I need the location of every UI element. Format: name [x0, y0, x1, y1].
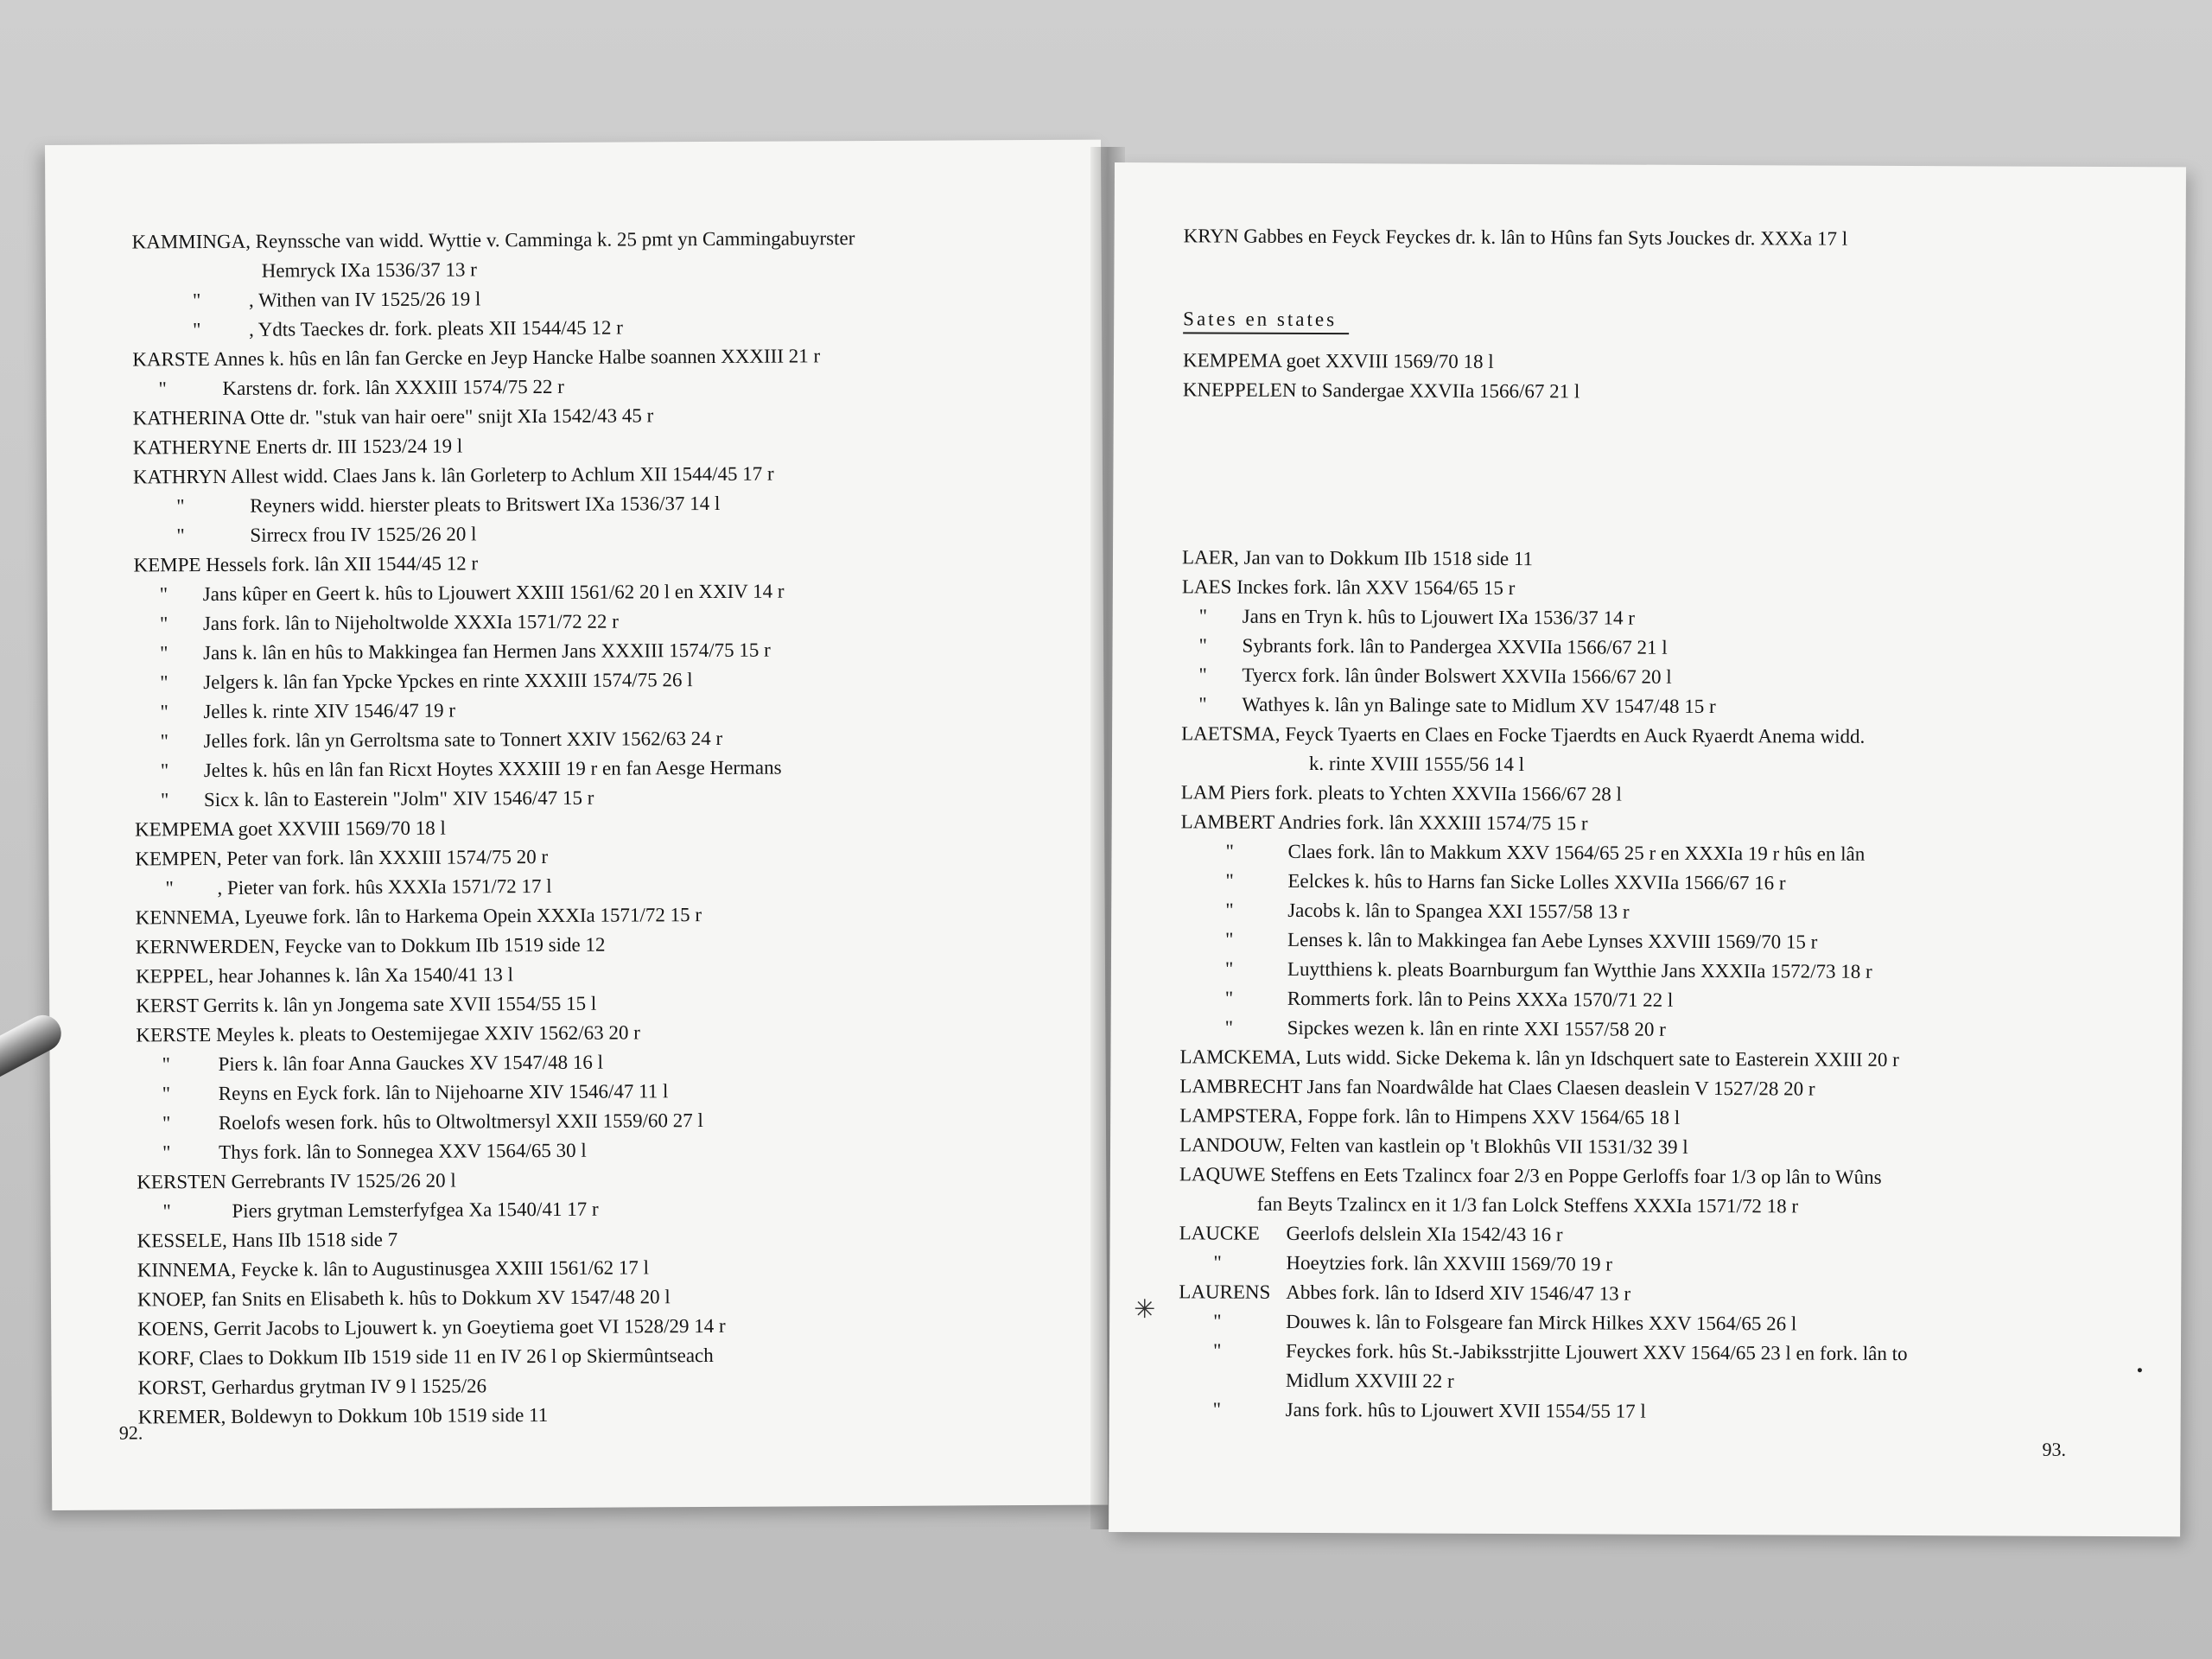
entry-line: LAMBRECHT Jans fan Noardwâlde hat Claes Claesen deaslein V 1527/28 20 r: [1179, 1075, 1815, 1100]
entry-line: LAURENS Abbes fork. lân to Idserd XIV 1546/47 13 r: [1179, 1281, 1631, 1305]
entry-line: " , Ydts Taeckes dr. fork. pleats XII 1544/45 12 r: [193, 316, 623, 341]
entry-line: KATHERYNE Enerts dr. III 1523/24 19 l: [132, 435, 463, 459]
left-entries: [132, 223, 1080, 1433]
entry-line: " Karstens dr. fork. lân XXXIII 1574/75 22 r: [158, 375, 564, 400]
entry-line: " Piers grytman Lemsterfyfgea Xa 1540/41 17 r: [162, 1198, 599, 1223]
entry-line: LAMCKEMA, Luts widd. Sicke Dekema k. lân yn Idschquert sate to Easterein XXIII 20 r: [1179, 1046, 1899, 1071]
entry-line: KATHERINA Otte dr. "stuk van hair oere" snijt XIa 1542/43 45 r: [132, 404, 654, 429]
entry-line: LAER, Jan van to Dokkum IIb 1518 side 11: [1181, 546, 1534, 570]
entry-line: " Reyns en Eyck fork. lân to Nijehoarne XIV 1546/47 11 l: [162, 1080, 669, 1105]
entry-line: KEMPEN, Peter van fork. lân XXXIII 1574/75 20 r: [135, 845, 549, 870]
entry-line: " Sicx k. lân to Easterein "Jolm" XIV 1546/47 15 r: [160, 786, 594, 811]
ink-dot-icon: [2138, 1368, 2142, 1372]
entry-line: LAETSMA, Feyck Tyaerts en Claes en Focke Tjaerdts en Auck Ryaerdt Anema widd.: [1181, 722, 1866, 747]
entry-line: LANDOUW, Felten van kastlein op 't Blokhûs VII 1531/32 39 l: [1179, 1134, 1688, 1158]
left-page: [45, 140, 1108, 1510]
page-number-left: 92.: [118, 1421, 143, 1444]
entry-line: KAMMINGA, Reynssche van widd. Wyttie v. Camminga k. 25 pmt yn Cammingabuyrster: [131, 227, 855, 253]
entry-line: " Sirrecx frou IV 1525/26 20 l: [176, 523, 477, 547]
entry-line: " Douwes k. lân to Folsgeare fan Mirck Hilkes XXV 1564/65 26 l: [1213, 1310, 1797, 1335]
entry-line: KERST Gerrits k. lân yn Jongema sate XVII 1554/55 15 l: [136, 992, 597, 1017]
entry-line: KEMPE Hessels fork. lân XII 1544/45 12 r: [133, 552, 479, 576]
entry-line: " Claes fork. lân to Makkum XXV 1564/65 25 r en XXXIa 19 r hûs en lân: [1225, 840, 1866, 865]
entry-line: LAMBERT Andries fork. lân XXXIII 1574/75 15 r: [1180, 810, 1588, 835]
entry-line: " Jeltes k. hûs en lân fan Ricxt Hoytes XXXIII 19 r en fan Aesge Hermans: [160, 756, 782, 782]
entry-line: KATHRYN Allest widd. Claes Jans k. lân Gorleterp to Achlum XII 1544/45 17 r: [132, 462, 774, 488]
entry-line: " Tyercx fork. lân ûnder Bolswert XXVIIa 1566/67 20 l: [1198, 664, 1672, 688]
entry-line: " Reyners widd. hierster pleats to Britswert IXa 1536/37 14 l: [176, 492, 721, 518]
entry-line: " Thys fork. lân to Sonnegea XXV 1564/65 30 l: [162, 1139, 587, 1164]
entry-line: " Hoeytzies fork. lân XXVIII 1569/70 19 r: [1213, 1251, 1612, 1275]
entry-line: LAQUWE Steffens en Eets Tzalincx foar 2/3 en Poppe Gerloffs foar 1/3 op lân to Wûns: [1179, 1163, 1882, 1188]
section-entry: KEMPEMA goet XXVIII 1569/70 18 l: [1182, 349, 1494, 372]
entry-line: " Jelgers k. lân fan Ypcke Ypckes en rinte XXXIII 1574/75 26 l: [160, 669, 693, 694]
entry-line: " Jelles fork. lân yn Gerroltsma sate to Tonnert XXIV 1562/63 24 r: [160, 727, 723, 753]
asterisk-mark-icon: ✳: [1134, 1295, 1156, 1325]
entry-line: " Wathyes k. lân yn Balinge sate to Midlum XV 1547/48 15 r: [1198, 693, 1716, 718]
entry-line: " Luytthiens k. pleats Boarnburgum fan Wytthie Jans XXXIIa 1572/73 18 r: [1224, 957, 1872, 982]
entry-line: KARSTE Annes k. hûs en lân fan Gercke en Jeyp Hancke Halbe soannen XXXIII 21 r: [132, 345, 821, 371]
entry-line: KERNWERDEN, Feycke van to Dokkum IIb 1519 side 12: [135, 933, 606, 958]
entry-line: " Jans en Tryn k. hûs to Ljouwert IXa 1536/37 14 r: [1198, 605, 1635, 629]
entry-line: KNOEP, fan Snits en Elisabeth k. hûs to Dokkum XV 1547/48 20 l: [137, 1286, 671, 1311]
entry-line: Hemryck IXa 1536/37 13 r: [261, 258, 477, 282]
section-entry: KNEPPELEN to Sandergae XXVIIa 1566/67 21 l: [1182, 378, 1580, 403]
right-entries: [1179, 543, 2158, 1428]
entry-line: LAM Piers fork. pleats to Ychten XXVIIa 1566/67 28 l: [1180, 781, 1623, 805]
entry-line: Midlum XXVIII 22 r: [1285, 1369, 1454, 1392]
entry-line: k. rinte XVIII 1555/56 14 l: [1308, 752, 1525, 776]
entry-line: fan Beyts Tzalincx en it 1/3 fan Lolck Steffens XXXIa 1571/72 18 r: [1256, 1192, 1799, 1217]
page-number-right: 93.: [2042, 1438, 2067, 1460]
entry-line: " Feyckes fork. hûs St.-Jabiksstrjitte Ljouwert XXV 1564/65 23 l en fork. lân to: [1212, 1339, 1908, 1365]
section-title: Sates en states: [1183, 308, 1349, 334]
entry-line: " Sybrants fork. lân to Pandergea XXVIIa 1566/67 21 l: [1198, 634, 1668, 658]
entry-line: KREMER, Boldewyn to Dokkum 10b 1519 side 11: [137, 1403, 549, 1428]
entry-line: KEMPEMA goet XXVIII 1569/70 18 l: [135, 817, 446, 841]
entry-line: " , Withen van IV 1525/26 19 l: [192, 288, 481, 312]
entry-line: KORST, Gerhardus grytman IV 9 l 1525/26: [137, 1375, 487, 1399]
entry-line: " Jelles k. rinte XIV 1546/47 19 r: [160, 699, 456, 723]
entry-line: " Lenses k. lân to Makkingea fan Aebe Lynses XXVIII 1569/70 15 r: [1225, 928, 1818, 953]
entry-line: " Jans k. lân en hûs to Makkingea fan Hermen Jans XXXIII 1574/75 15 r: [160, 639, 771, 664]
entry-line: " , Pieter van fork. hûs XXXIa 1571/72 17 l: [165, 874, 552, 899]
entry-line: KINNEMA, Feycke k. lân to Augustinusgea XXIII 1561/62 17 l: [137, 1256, 650, 1281]
entry-line: KEPPEL, hear Johannes k. lân Xa 1540/41 13 l: [135, 963, 514, 988]
entry-line: " Piers k. lân foar Anna Gauckes XV 1547/48 16 l: [162, 1051, 604, 1076]
entry-line: " Roelofs wesen fork. hûs to Oltwoltmersyl XXII 1559/60 27 l: [162, 1109, 703, 1135]
entry-line: " Sipckes wezen k. lân en rinte XXI 1557/58 20 r: [1224, 1016, 1666, 1040]
entry-line: " Jans kûper en Geert k. hûs to Ljouwert XXIII 1561/62 20 l en XXIV 14 r: [159, 580, 785, 606]
section-entries: [1183, 346, 2133, 409]
entry-line: LAES Inckes fork. lân XXV 1564/65 15 r: [1181, 575, 1516, 600]
entry-line-kryn: KRYN Gabbes en Feyck Feyckes dr. k. lân to Hûns fan Syts Jouckes dr. XXXa 17 l: [1183, 225, 1848, 250]
entry-line: " Jans fork. hûs to Ljouwert XVII 1554/55 17 l: [1212, 1398, 1646, 1422]
entry-line: " Eelckes k. hûs to Harns fan Sicke Lolles XXVIIa 1566/67 16 r: [1225, 869, 1786, 894]
entry-line: KORF, Claes to Dokkum IIb 1519 side 11 en IV 26 l op Skiermûntseach: [137, 1344, 714, 1370]
entry-line: " Jans fork. lân to Nijeholtwolde XXXIa 1571/72 22 r: [159, 610, 619, 635]
entry-line: KERSTE Meyles k. pleats to Oestemijegae XXIV 1562/63 20 r: [136, 1021, 640, 1046]
entry-line: LAMPSTERA, Foppe fork. lân to Himpens XXV 1564/65 18 l: [1179, 1104, 1681, 1128]
entry-line: KENNEMA, Lyeuwe fork. lân to Harkema Opein XXXIa 1571/72 15 r: [135, 904, 702, 929]
right-page: [1109, 162, 2186, 1536]
entry-line: " Jacobs k. lân to Spangea XXI 1557/58 13 r: [1225, 899, 1630, 923]
entry-line: KERSTEN Gerrebrants IV 1525/26 20 l: [137, 1169, 456, 1193]
entry-line: KOENS, Gerrit Jacobs to Ljouwert k. yn Goeytiema goet VI 1528/29 14 r: [137, 1314, 726, 1340]
entry-line: " Rommerts fork. lân to Peins XXXa 1570/71 22 l: [1224, 987, 1674, 1011]
entry-line: KESSELE, Hans IIb 1518 side 7: [137, 1228, 398, 1252]
entry-line: LAUCKE Geerlofs delslein XIa 1542/43 16 r: [1179, 1222, 1563, 1246]
